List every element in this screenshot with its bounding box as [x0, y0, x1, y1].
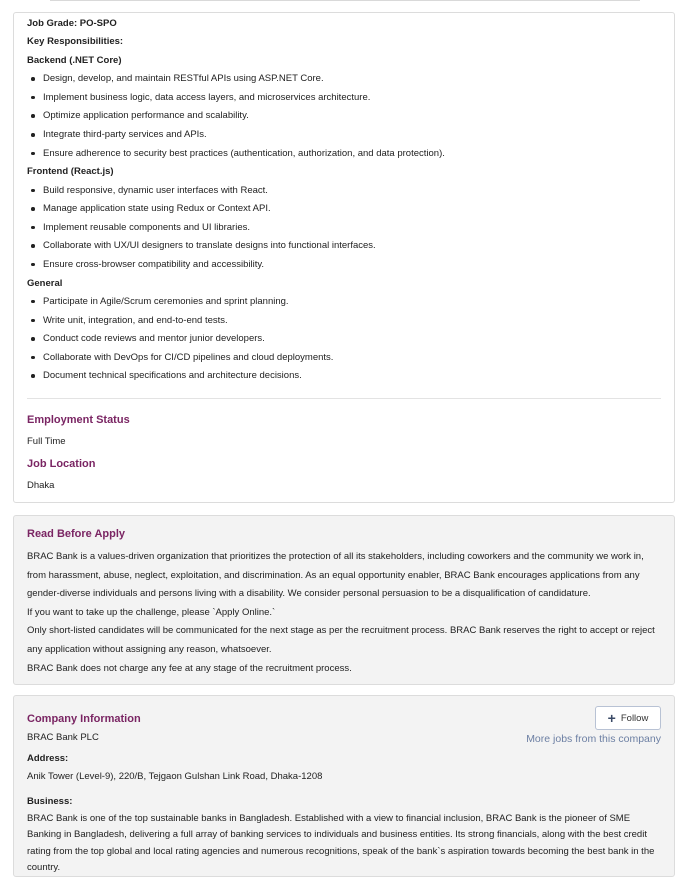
list-item: Collaborate with DevOps for CI/CD pipelines and cloud deployments.: [27, 349, 661, 368]
company-info-card: [13, 695, 675, 877]
list-item: Conduct code reviews and mentor junior developers.: [27, 330, 661, 349]
employment-status-heading: Employment Status: [27, 413, 130, 426]
business-label: Business:: [27, 795, 73, 807]
list-item: Implement business logic, data access layers, and microservices architecture.: [27, 89, 661, 108]
section-title: Frontend (React.js): [27, 166, 114, 178]
company-business: BRAC Bank is one of the top sustainable banks in Bangladesh. Established with a view to financial inclusion, BRAC Bank is the pioneer of SME Banking in Bangladesh, delivering a full array of banking services to individuals and business entities. Its strong financials, along with the best credit rating from the top global and local rating agencies and numerous recognitions, speak of the bank`s aspiration towards becoming the best bank in the country.: [27, 813, 655, 873]
job-location-heading: Job Location: [27, 457, 96, 470]
top-divider: [50, 0, 640, 1]
list-item: Document technical specifications and architecture decisions.: [27, 367, 661, 386]
employment-status-value: Full Time: [27, 435, 66, 447]
list-item: Ensure adherence to security best practices (authentication, authorization, and data protection).: [27, 145, 661, 164]
job-grade: Job Grade: PO-SPO: [27, 18, 117, 29]
responsibility-list: [27, 293, 661, 386]
apply-paragraph: Only short-listed candidates will be communicated for the next stage as per the recruitment process. BRAC Bank reserves the right to accept or reject any application without assigning any reason, whatsoever.: [27, 625, 655, 655]
job-details-card: [13, 12, 675, 503]
section-title: General: [27, 277, 63, 289]
follow-button[interactable]: [595, 706, 661, 730]
job-location-value: Dhaka: [27, 479, 55, 491]
apply-paragraph: If you want to take up the challenge, please `Apply Online.`: [27, 606, 276, 618]
list-item: Participate in Agile/Scrum ceremonies and sprint planning.: [27, 293, 661, 312]
list-item: Optimize application performance and scalability.: [27, 107, 661, 126]
plus-icon: +: [607, 710, 616, 726]
responsibility-section-backend: [27, 52, 661, 163]
read-before-apply-card: [13, 515, 675, 685]
section-title: Backend (.NET Core): [27, 54, 122, 66]
list-item: Write unit, integration, and end-to-end tests.: [27, 312, 661, 331]
list-item: Ensure cross-browser compatibility and accessibility.: [27, 256, 661, 275]
responsibility-section-frontend: [27, 163, 661, 274]
list-item: Integrate third-party services and APIs.: [27, 126, 661, 145]
list-item: Build responsive, dynamic user interfaces with React.: [27, 182, 661, 201]
list-item: Collaborate with UX/UI designers to translate designs into functional interfaces.: [27, 237, 661, 256]
responsibility-list: [27, 182, 661, 275]
more-jobs-link[interactable]: More jobs from this company: [526, 733, 661, 745]
apply-paragraph: BRAC Bank is a values-driven organization that prioritizes the protection of all its stakeholders, including coworkers and the community we work in, from harassment, abuse, neglect, exploitation, and discrimination. As an equal opportunity enabler, BRAC Bank encourages applications from any gender-diverse individuals and persons living with a disability. We consider personal persuasion to be a disqualification of candidature.: [27, 551, 644, 600]
list-item: Implement reusable components and UI libraries.: [27, 219, 661, 238]
company-address: Anik Tower (Level-9), 220/B, Tejgaon Gulshan Link Road, Dhaka-1208: [27, 771, 323, 783]
read-before-apply-heading: Read Before Apply: [27, 528, 126, 540]
apply-paragraph: BRAC Bank does not charge any fee at any stage of the recruitment process.: [27, 662, 352, 674]
company-info-heading: Company Information: [27, 713, 141, 725]
responsibility-list: [27, 70, 661, 163]
key-responsibilities-label: Key Responsibilities:: [27, 36, 124, 48]
responsibility-section-general: [27, 275, 661, 386]
section-divider: [27, 398, 661, 399]
address-label: Address:: [27, 753, 69, 764]
company-name: BRAC Bank PLC: [27, 732, 99, 743]
list-item: Design, develop, and maintain RESTful APIs using ASP.NET Core.: [27, 70, 661, 89]
list-item: Manage application state using Redux or Context API.: [27, 200, 661, 219]
follow-label: Follow: [620, 712, 649, 724]
